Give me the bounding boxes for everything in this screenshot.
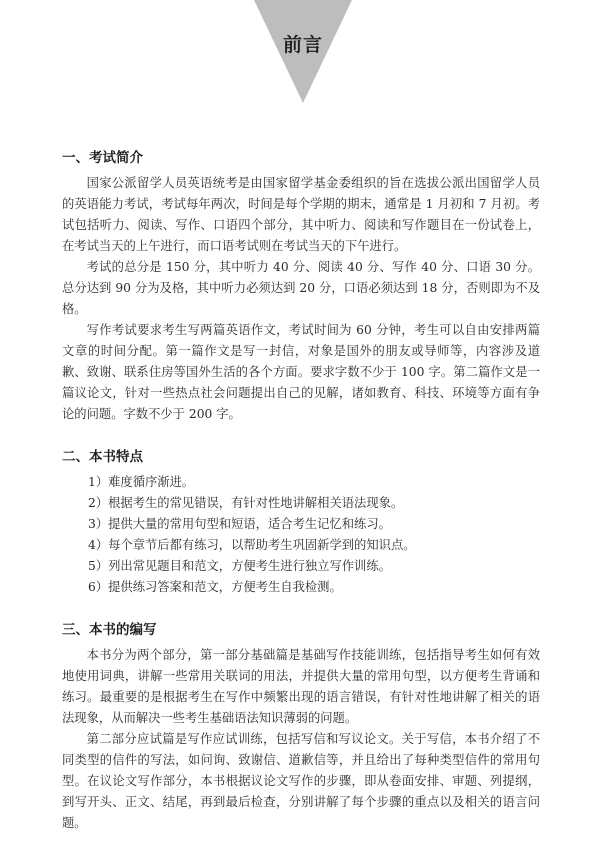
section-heading: 二、本书特点 bbox=[62, 449, 143, 465]
section-exam-intro bbox=[62, 146, 540, 425]
section-heading: 三、本书的编写 bbox=[62, 622, 157, 638]
list-item: 6）提供练习答案和范文，方便考生自我检测。 bbox=[88, 580, 342, 594]
list-item: 5）列出常见题目和范文，方便考生进行独立写作训练。 bbox=[88, 559, 391, 573]
paragraph: 国家公派留学人员英语统考是由国家留学基金委组织的旨在选拔公派出国留学人员的英语能力考试，考试每年两次，时间是每个学期的期末，通常是 1 月初和 7 月初。考试包括听力、阅读、写作、口语四个部分，其中听力、阅读和写作题目在一份试卷上，在考试当天的上午进行，而口语考试则在考试当天的下午进行。 bbox=[62, 176, 540, 253]
paragraph: 本书分为两个部分，第一部分基础篇是基础写作技能训练，包括指导考生如何有效地使用词典，讲解一些常用关联词的用法，并提供大量的常用句型，以方便考生背诵和练习。最重要的是根据考生在写作中频繁出现的语言错误，有针对性地讲解了相关的语法现象，从而解决一些考生基础语法知识薄弱的问题。 bbox=[62, 648, 540, 725]
paragraph: 第二部分应试篇是写作应试训练，包括写信和写议论文。关于写信，本书介绍了不同类型的信件的写法，如问询、致谢信、道歉信等，并且给出了每种类型信件的常用句型。在议论文写作部分，本书根据议论文写作的步骤，即从卷面安排、审题、列提纲，到写开头、正文、结尾，再到最后检查，分别讲解了每个步骤的重点以及相关的语言问题。 bbox=[62, 732, 540, 830]
section-book-features bbox=[62, 445, 540, 598]
list-item: 3）提供大量的常用句型和短语，适合考生记忆和练习。 bbox=[88, 517, 391, 531]
paragraph: 考试的总分是 150 分，其中听力 40 分、阅读 40 分、写作 40 分、口语 30 分。总分达到 90 分为及格，其中听力必须达到 20 分，口语必须达到 18 分，否则即为不及格。 bbox=[62, 260, 540, 316]
feature-list bbox=[62, 472, 540, 598]
list-item: 4）每个章节后都有练习，以帮助考生巩固新学到的知识点。 bbox=[88, 538, 416, 552]
document-body bbox=[62, 146, 540, 854]
section-heading: 一、考试简介 bbox=[62, 150, 143, 166]
section-book-compilation bbox=[62, 618, 540, 834]
list-item: 1）难度循序渐进。 bbox=[88, 475, 195, 489]
list-item: 2）根据考生的常见错误，有针对性地讲解相关语法现象。 bbox=[88, 496, 404, 510]
paragraph: 写作考试要求考生写两篇英语作文，考试时间为 60 分钟，考生可以自由安排两篇文章的时间分配。第一篇作文是写一封信，对象是国外的朋友或导师等，内容涉及道歉、致谢、联系住房等国外生活的各个方面。要求字数不少于 100 字。第二篇作文是一篇议论文，针对一些热点社会问题提出自己的见解，诸如教育、科技、环境等方面有争论的问题。字数不少于 200 字。 bbox=[62, 323, 540, 421]
page-title: 前言 bbox=[282, 34, 323, 56]
